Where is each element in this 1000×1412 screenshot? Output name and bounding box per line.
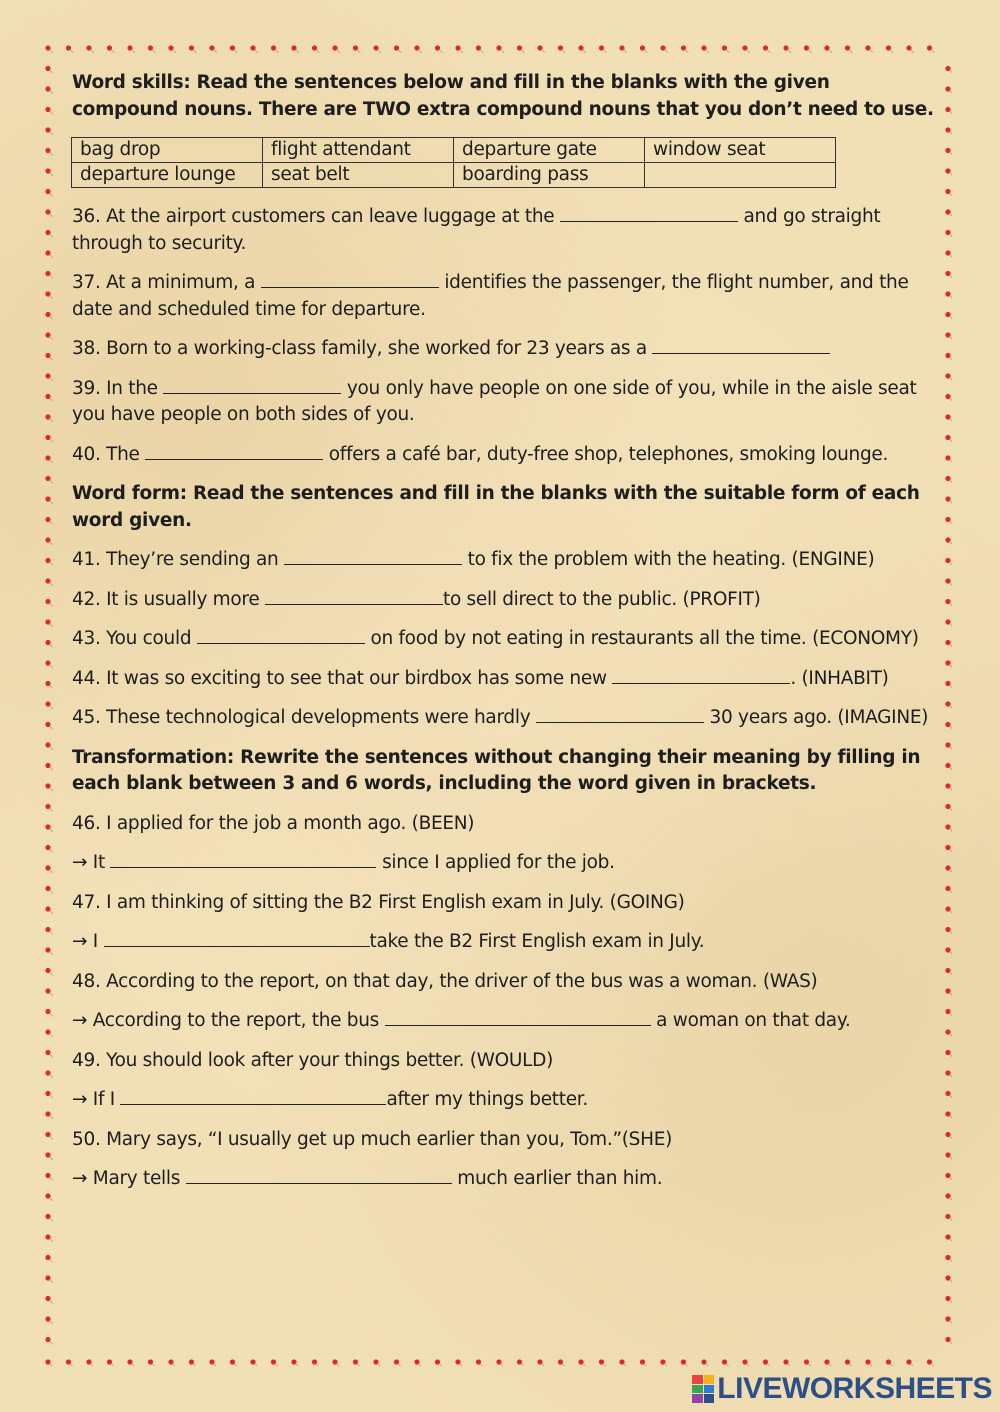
answer-blank-40[interactable] [145, 443, 323, 460]
table-row [72, 163, 836, 188]
worksheet-content [72, 70, 932, 1193]
answer-line-47: → I take the B2 First English exam in July. [72, 931, 705, 952]
answer-blank-49[interactable] [120, 1088, 386, 1105]
liveworksheets-logo[interactable] [692, 1372, 992, 1406]
question-50: 50. Mary says, “I usually get up much earlier than you, Tom.”(SHE) [72, 1128, 673, 1150]
answer-blank-50[interactable] [186, 1167, 452, 1184]
answer-blank-42[interactable] [265, 588, 443, 605]
liveworksheets-logo-icon [692, 1375, 714, 1403]
question-48: 48. According to the report, on that day, the driver of the bus was a woman. (WAS) [72, 970, 818, 992]
question-49: 49. You should look after your things better. (WOULD) [72, 1049, 554, 1071]
question-36: 36. At the airport customers can leave luggage at the and go straight through to security. [72, 206, 881, 254]
question-45: 45. These technological developments were hardly 30 years ago. (IMAGINE) [72, 707, 929, 728]
question-42: 42. It is usually more to sell direct to the public. (PROFIT) [72, 588, 761, 610]
answer-blank-44[interactable] [612, 667, 790, 684]
answer-blank-47[interactable] [104, 930, 370, 947]
answer-line-46: → It since I applied for the job. [72, 852, 615, 873]
answer-blank-36[interactable] [560, 205, 738, 222]
question-39: 39. In the you only have people on one side of you, while in the aisle seat you have people on both sides of you. [72, 377, 917, 425]
liveworksheets-logo-text: LIVEWORKSHEETS [717, 1372, 992, 1405]
table-cell: seat belt [263, 163, 454, 188]
question-38: 38. Born to a working-class family, she worked for 23 years as a [72, 336, 932, 363]
answer-line-49: → If I after my things better. [72, 1089, 588, 1110]
answer-blank-45[interactable] [536, 706, 704, 723]
question-41: 41. They’re sending an to fix the problem with the heating. (ENGINE) [72, 549, 875, 570]
question-37: 37. At a minimum, a identifies the passenger, the flight number, and the date and scheduled time for departure. [72, 272, 909, 320]
question-44: 44. It was so exciting to see that our birdbox has some new . (INHABIT) [72, 667, 889, 689]
table-row [72, 138, 836, 163]
table-cell: departure gate [454, 138, 645, 163]
table-cell: bag drop [72, 138, 263, 163]
answer-blank-41[interactable] [284, 548, 462, 565]
question-43: 43. You could on food by not eating in restaurants all the time. (ECONOMY) [72, 628, 919, 649]
question-46: 46. I applied for the job a month ago. (BEEN) [72, 812, 475, 834]
answer-blank-48[interactable] [385, 1009, 651, 1026]
answer-blank-39[interactable] [163, 377, 341, 394]
question-47: 47. I am thinking of sitting the B2 First English exam in July. (GOING) [72, 891, 685, 913]
table-cell: boarding pass [454, 163, 645, 188]
answer-blank-38[interactable] [652, 337, 830, 354]
table-cell: flight attendant [263, 138, 454, 163]
compound-nouns-table [71, 137, 836, 188]
table-cell [645, 163, 836, 188]
word-form-heading: Word form: Read the sentences and fill in the blanks with the suitable form of each word given. [72, 483, 920, 531]
answer-line-48: → According to the report, the bus a woman on that day. [72, 1010, 851, 1031]
answer-blank-43[interactable] [197, 627, 365, 644]
answer-blank-37[interactable] [261, 271, 439, 288]
word-skills-heading: Word skills: Read the sentences below and fill in the blanks with the given compound nouns. There are TWO extra compound nouns that you don’t need to use. [72, 72, 934, 120]
question-40: 40. The offers a café bar, duty-free shop, telephones, smoking lounge. [72, 443, 889, 465]
table-cell: departure lounge [72, 163, 263, 188]
answer-blank-46[interactable] [110, 851, 376, 868]
table-cell: window seat [645, 138, 836, 163]
answer-line-50: → Mary tells much earlier than him. [72, 1168, 663, 1189]
transformation-heading: Transformation: Rewrite the sentences without changing their meaning by filling in each blank between 3 and 6 words, including the word given in brackets. [72, 746, 921, 794]
